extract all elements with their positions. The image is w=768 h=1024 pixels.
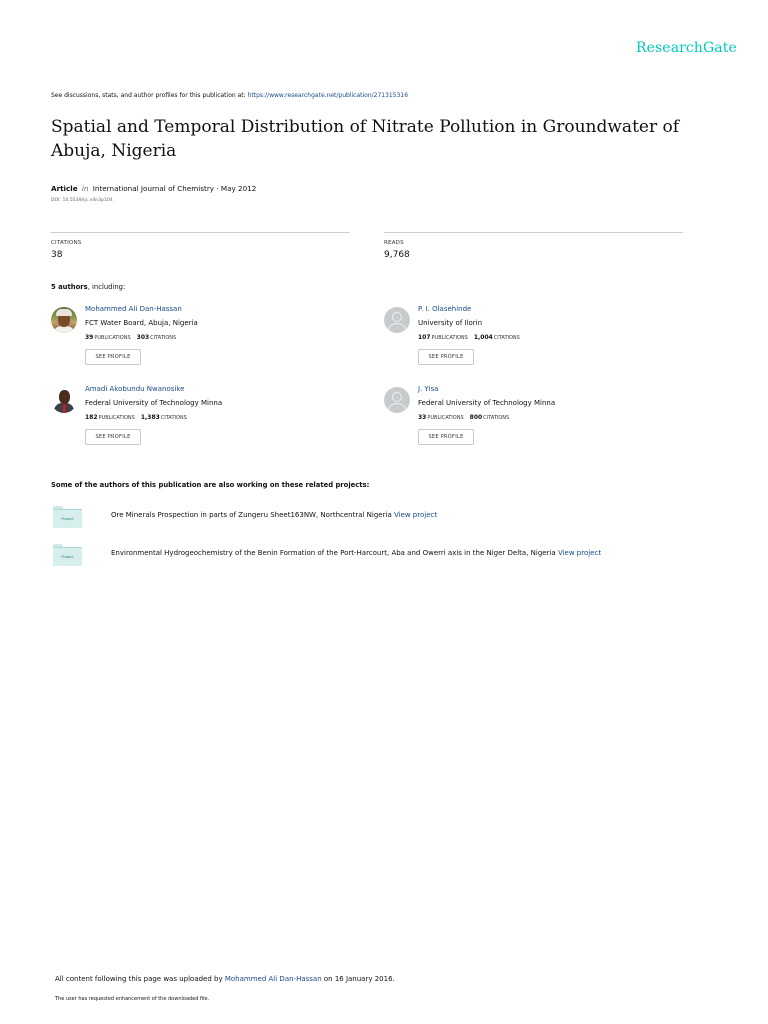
publications-count: 107 <box>418 334 431 341</box>
publications-label: PUBLICATIONS <box>431 335 468 341</box>
related-projects-heading: Some of the authors of this publication are also working on these related projects: <box>51 481 370 489</box>
publications-count: 39 <box>85 334 94 341</box>
see-profile-button[interactable]: SEE PROFILE <box>85 429 141 445</box>
avatar[interactable] <box>384 387 410 413</box>
avatar[interactable] <box>51 307 77 333</box>
author-name-link[interactable]: Mohammed Ali Dan-Hassan <box>85 305 182 313</box>
citations-value: 38 <box>51 250 63 260</box>
author-name-link[interactable]: J. Yisa <box>418 385 439 393</box>
author-name-link[interactable]: Amadi Akobundu Nwanosike <box>85 385 185 393</box>
in-label: in <box>81 184 89 193</box>
author-card <box>384 307 704 377</box>
upload-note <box>55 975 395 983</box>
citations-divider <box>51 232 350 233</box>
article-meta <box>51 184 256 193</box>
paper-title: Spatial and Temporal Distribution of Nitrate Pollution in Groundwater of Abuja, Nigeria <box>51 117 680 161</box>
publications-label: PUBLICATIONS <box>94 335 131 341</box>
author-institution: Federal University of Technology Minna <box>85 399 223 407</box>
reads-label: READS <box>384 240 404 246</box>
citations-label: CITATIONS <box>150 335 177 341</box>
project-item <box>53 544 693 568</box>
doi-text: DOI: 10.5539/ijc.v4n3p104 <box>51 198 113 203</box>
see-profile-button[interactable]: SEE PROFILE <box>418 429 474 445</box>
author-institution: FCT Water Board, Abuja, Nigeria <box>85 319 198 327</box>
project-title: Environmental Hydrogeochemistry of the Benin Formation of the Port-Harcourt, Aba and Owerri axis in the Niger Delta, Nigeria View project <box>111 549 602 557</box>
citations-label: CITATIONS <box>51 240 82 246</box>
authors-suffix: , including: <box>87 283 126 291</box>
author-institution: University of Ilorin <box>418 319 483 327</box>
researchgate-logo[interactable]: ResearchGate <box>636 40 737 56</box>
upload-prefix: All content following this page was uploaded by <box>55 975 223 983</box>
journal-name: International Journal of Chemistry · May 2012 <box>92 184 257 193</box>
see-profile-button[interactable]: SEE PROFILE <box>418 349 474 365</box>
enhancement-note: The user has requested enhancement of the downloaded file. <box>55 996 210 1002</box>
author-card <box>384 387 704 457</box>
avatar[interactable] <box>384 307 410 333</box>
citations-count: 303 <box>136 334 150 341</box>
author-stats <box>418 414 509 421</box>
publications-count: 182 <box>85 414 98 421</box>
author-institution: Federal University of Technology Minna <box>418 399 556 407</box>
project-folder-icon: Project <box>53 544 82 566</box>
citations-label: CITATIONS <box>160 415 187 421</box>
project-folder-icon: Project <box>53 506 82 528</box>
avatar[interactable] <box>51 387 77 413</box>
see-discussions-text: See discussions, stats, and author profiles for this publication at: <box>51 92 246 99</box>
publication-url-link[interactable]: https://www.researchgate.net/publication/271315316 <box>247 92 409 99</box>
reads-divider <box>384 232 683 233</box>
citations-count: 1,004 <box>473 334 493 341</box>
author-card <box>51 307 371 377</box>
authors-heading <box>51 283 125 291</box>
citations-label: CITATIONS <box>493 335 520 341</box>
citations-count: 1,383 <box>140 414 160 421</box>
author-name-link[interactable]: P. I. Olasehinde <box>418 305 472 313</box>
project-item <box>53 506 693 530</box>
see-discussions-line <box>51 92 408 99</box>
article-type: Article <box>51 184 78 193</box>
uploader-link[interactable]: Mohammed Ali Dan-Hassan <box>224 975 322 983</box>
see-profile-button[interactable]: SEE PROFILE <box>85 349 141 365</box>
upload-suffix: on 16 January 2016. <box>323 975 395 983</box>
view-project-link[interactable]: View project <box>393 511 438 519</box>
project-title: Ore Minerals Prospection in parts of Zungeru Sheet163NW, Northcentral Nigeria View project <box>111 511 438 519</box>
author-card <box>51 387 371 457</box>
view-project-link[interactable]: View project <box>557 549 602 557</box>
publications-label: PUBLICATIONS <box>427 415 464 421</box>
citations-count: 800 <box>469 414 483 421</box>
reads-value: 9,768 <box>384 250 410 260</box>
authors-count: 5 authors <box>51 283 88 291</box>
citations-label: CITATIONS <box>483 415 510 421</box>
publications-count: 33 <box>418 414 427 421</box>
author-stats <box>418 334 520 341</box>
author-stats <box>85 334 176 341</box>
author-stats <box>85 414 187 421</box>
publications-label: PUBLICATIONS <box>98 415 135 421</box>
